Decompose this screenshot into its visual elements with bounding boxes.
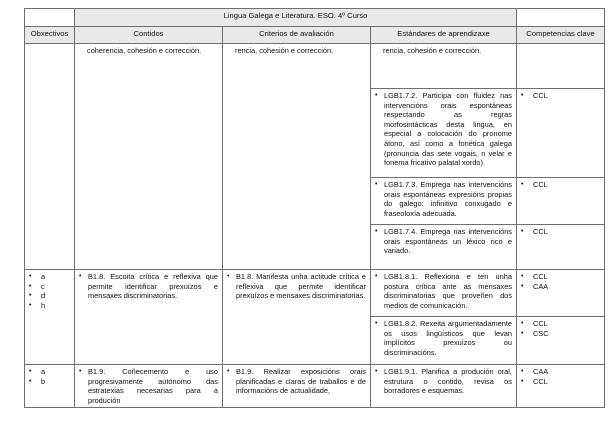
- competencia-code: CCL: [533, 376, 548, 386]
- competencia-code: CCL: [533, 319, 548, 328]
- table-row: [25, 270, 605, 317]
- criterio-cell: [223, 44, 371, 270]
- obxectivos-cell: [25, 270, 75, 365]
- bullet-icon: •: [79, 368, 82, 375]
- standard-text: LGB1.9.1. Planifica a produción oral, estrutura o contido, revisa os borradores e esquemas.: [384, 367, 512, 396]
- standard-text: LGB1.8.1. Reflexiona e ten unha postura crítica ante as mensaxes discriminatorias que proveñen dos medios de comunicación.: [384, 272, 512, 310]
- competencias-cell: [517, 178, 605, 225]
- header-criterios: Criterios de avaliación: [223, 27, 371, 44]
- obxectivo-letter: d: [41, 291, 46, 301]
- competencia-code: CCL: [533, 272, 548, 281]
- competencia-code: CCL: [533, 227, 548, 236]
- competencias-cell: [517, 365, 605, 408]
- criterio-text: B1.9. Realizar exposicións orais planificadas e claras de traballos e de informacións de actualidade,: [236, 367, 366, 396]
- bullet-icon: •: [375, 228, 378, 235]
- competencias-cell: [517, 225, 605, 270]
- bullet-icon: •: [375, 320, 378, 327]
- bullet-icon: •: [375, 92, 378, 99]
- header-obxectivos: Obxectivos: [25, 27, 75, 44]
- bullet-icon: •: [521, 368, 524, 375]
- bullet-icon: •: [521, 273, 524, 280]
- competencia-code: CAA: [533, 367, 549, 376]
- contido-cell: [75, 365, 223, 408]
- contido-continuation: coherencia, cohesión e corrección.: [87, 46, 202, 55]
- estandar-cell: [371, 225, 517, 270]
- obxectivo-letter: a: [41, 367, 46, 376]
- bullet-icon: •: [29, 368, 32, 375]
- corner-cell: [25, 9, 75, 27]
- estandar-continuation: rencia, cohesión e corrección.: [383, 46, 482, 55]
- bullet-icon: •: [29, 292, 32, 300]
- standard-text: LGB1.8.2. Rexeita argumentadamente os usos lingüísticos que levan implícitos prexuízos ou discriminacións.: [384, 319, 512, 357]
- competencias-cell: [517, 317, 605, 365]
- bullet-icon: •: [521, 181, 524, 188]
- bullet-icon: •: [375, 273, 378, 280]
- obxectivos-cell: [25, 44, 75, 270]
- bullet-icon: •: [29, 282, 32, 290]
- estandar-cell: [371, 44, 517, 89]
- bullet-icon: •: [521, 282, 524, 290]
- bullet-icon: •: [521, 320, 524, 327]
- header-competencias: Competencias clave: [517, 27, 605, 44]
- bullet-icon: •: [29, 273, 32, 280]
- header-estandares: Estándares de aprendizaxe: [371, 27, 517, 44]
- criterio-continuation: rencia, cohesión e corrección.: [235, 46, 334, 55]
- criterio-cell: [223, 270, 371, 365]
- bullet-icon: •: [29, 301, 32, 309]
- estandar-cell: [371, 365, 517, 408]
- competencia-code: CCL: [533, 91, 548, 100]
- curriculum-table: [24, 8, 605, 408]
- bullet-icon: •: [375, 368, 378, 375]
- competencias-cell: [517, 270, 605, 317]
- estandar-cell: [371, 317, 517, 365]
- competencia-code: CAA: [533, 281, 549, 291]
- obxectivo-letter: b: [41, 376, 46, 386]
- obxectivos-cell: [25, 365, 75, 408]
- bullet-icon: •: [79, 273, 82, 280]
- table-row: [25, 44, 605, 89]
- competencias-cell: [517, 89, 605, 178]
- bullet-icon: •: [521, 228, 524, 235]
- bullet-icon: •: [521, 377, 524, 385]
- estandar-cell: [371, 178, 517, 225]
- obxectivo-letter: a: [41, 272, 46, 281]
- bullet-icon: •: [227, 273, 230, 280]
- criterio-text: B1.8. Manifesta unha actitude crítica e reflexiva que permite identificar prexuízos e mensaxes discriminatorias.: [236, 272, 366, 301]
- obxectivo-letter: c: [41, 281, 45, 291]
- competencia-code: CCL: [533, 180, 548, 189]
- standard-text: LGB1.7.2. Participa con fluidez nas intervencións orais espontáneas respectando as regras morfosintácticas desta lingua, en especial a colocación do pronome átono, así como a fonética galega (pronuncia das sete vogais, n velar e fonema fricativo palatal xordo).: [384, 91, 512, 168]
- contido-cell: [75, 270, 223, 365]
- header-contidos: Contidos: [75, 27, 223, 44]
- contido-cell: [75, 44, 223, 270]
- bullet-icon: •: [521, 329, 524, 337]
- contido-text: B1.8. Escoita crítica e reflexiva que permite identificar prexuízos e mensaxes discriminatorias.: [88, 272, 218, 301]
- bullet-icon: •: [227, 368, 230, 375]
- table-banner: Lingua Galega e Literatura. ESO. 4º Curso: [75, 9, 517, 27]
- competencias-cell: [517, 44, 605, 89]
- contido-text: B1.9. Coñecemento e uso progresivamente autónomo das estratexias necesarias para a produción: [88, 367, 218, 405]
- obxectivo-letter: h: [41, 300, 46, 310]
- bullet-icon: •: [29, 377, 32, 385]
- standard-text: LGB1.7.3. Emprega nas intervencións orais espontáneas expresións propias do galego: infinitivo conxugado e fraseoloxía adecuada.: [384, 180, 512, 218]
- criterio-cell: [223, 365, 371, 408]
- table-row: [25, 365, 605, 408]
- estandar-cell: [371, 89, 517, 178]
- standard-text: LGB1.7.4. Emprega nas intervencións orais espontáneas un léxico rico e variado.: [384, 227, 512, 256]
- bullet-icon: •: [521, 92, 524, 99]
- competencia-code: CSC: [533, 328, 549, 338]
- estandar-cell: [371, 270, 517, 317]
- bullet-icon: •: [375, 181, 378, 188]
- banner-right-cell: [517, 9, 605, 27]
